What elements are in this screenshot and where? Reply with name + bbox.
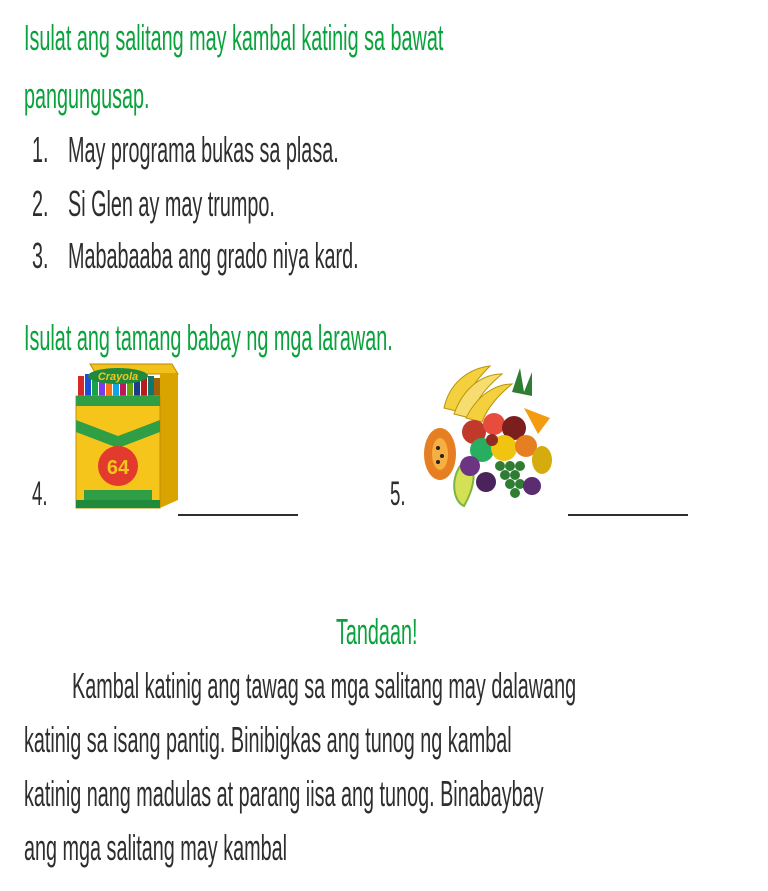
crayon-box-count: 64 <box>106 457 130 479</box>
instruction-1-line-2: pangungusap. <box>24 75 150 116</box>
crayon-box-brand: Crayola <box>97 371 139 383</box>
list-item: 3. <box>32 235 49 276</box>
list-item-text: Mababaaba ang grado niya kard. <box>68 235 359 276</box>
instruction-2: Isulat ang tamang babay ng mga larawan. <box>24 317 393 358</box>
reminder-line: ang mga salitang may kambal <box>24 827 288 868</box>
list-item-text: Si Glen ay may trumpo. <box>68 183 275 224</box>
crayon-box-icon <box>68 362 180 510</box>
reminder-line: Kambal katinig ang tawag sa mga salitang may dalawang <box>72 665 577 706</box>
answer-line-4[interactable] <box>178 514 298 516</box>
answer-line-5[interactable] <box>568 514 688 516</box>
reminder-line: katinig sa isang pantig. Binibigkas ang tunog ng kambal <box>24 719 512 760</box>
instruction-1-line-1: Isulat ang salitang may kambal katinig sa bawat <box>24 17 444 58</box>
picture-item-number: 4. <box>32 475 48 513</box>
list-item: 1. <box>32 129 49 170</box>
list-item: 2. <box>32 183 49 224</box>
reminder-line: katinig nang madulas at parang iisa ang tunog. Binabaybay <box>24 773 544 814</box>
list-item-text: May programa bukas sa plasa. <box>68 129 339 170</box>
picture-item-number: 5. <box>390 475 406 513</box>
fruits-icon <box>420 362 564 508</box>
reminder-title: Tandaan! <box>336 611 418 652</box>
